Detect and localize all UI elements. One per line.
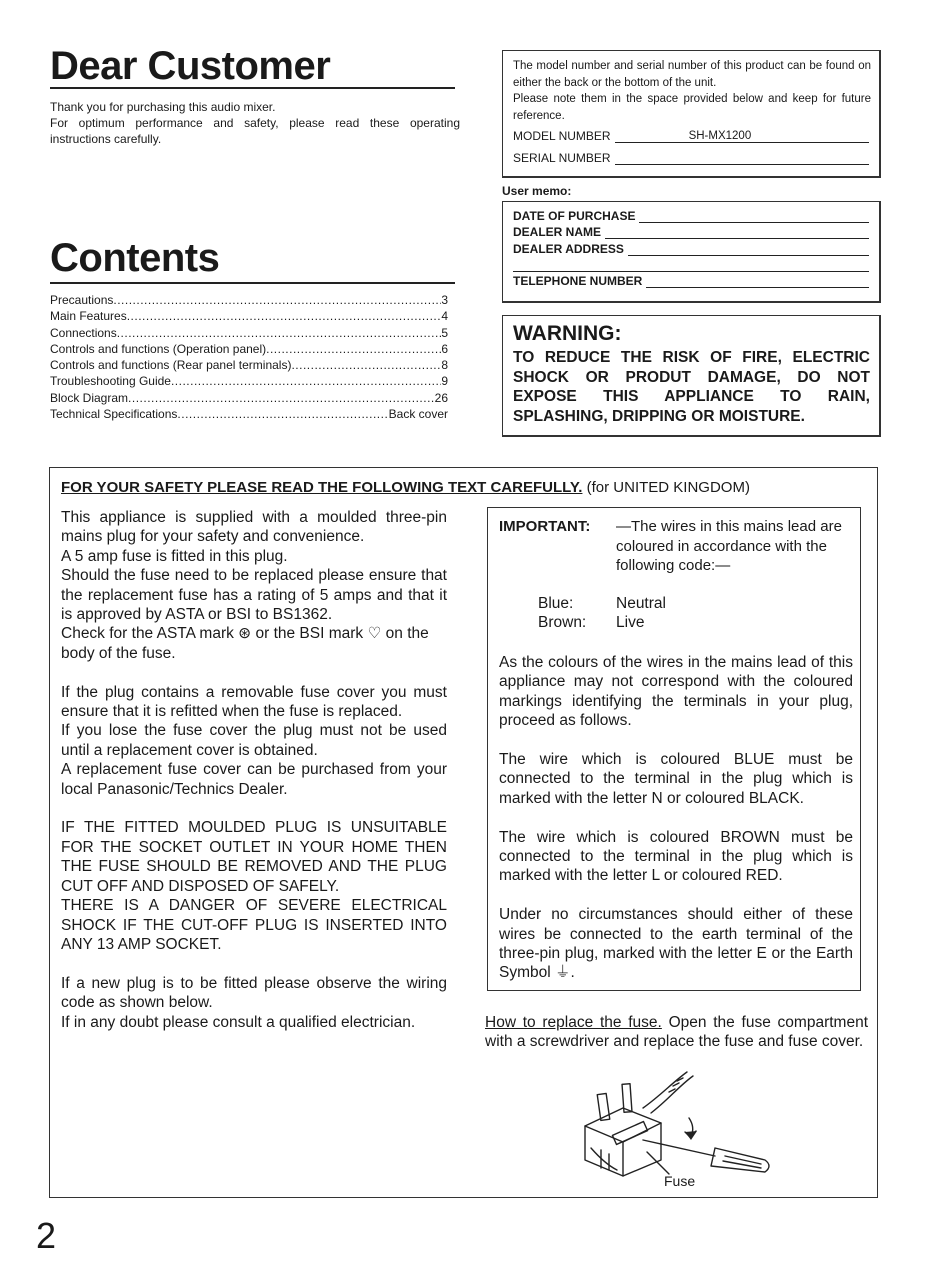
toc-entry-label: Technical Specifications bbox=[50, 407, 178, 422]
date-of-purchase-label: DATE OF PURCHASE bbox=[513, 209, 636, 223]
toc-entry-label: Controls and functions (Rear panel terminals) bbox=[50, 358, 292, 373]
dealer-name-label: DEALER NAME bbox=[513, 225, 602, 239]
bsi-mark-icon: ♡ bbox=[367, 625, 382, 643]
earth-terminal-rule bbox=[499, 905, 853, 983]
toc-leader bbox=[113, 292, 441, 308]
safety-title-region: (for UNITED KINGDOM) bbox=[582, 479, 750, 496]
contents-rule bbox=[50, 282, 455, 284]
toc-entry-label: Connections bbox=[50, 325, 117, 340]
shock-danger-warning: THERE IS A DANGER OF SEVERE ELECTRICAL SHOCK IF THE CUT-OFF PLUG IS INSERTED INTO ANY 13 AMP SOCKET. bbox=[61, 897, 447, 953]
toc-entry[interactable] bbox=[50, 390, 448, 406]
plug-intro: This appliance is supplied with a moulded three-pin mains plug for your safety and convenience. bbox=[61, 509, 447, 546]
contents-heading: Contents bbox=[50, 236, 220, 280]
earth-symbol-icon: ⏚ bbox=[555, 964, 571, 982]
important-text: —The wires in this mains lead are coloured in accordance with the following code:— bbox=[616, 518, 842, 574]
asta-check-text: Check for the ASTA mark bbox=[61, 625, 239, 643]
important-box bbox=[487, 507, 861, 991]
asta-bsi-check bbox=[61, 624, 447, 663]
toc-leader bbox=[171, 373, 441, 389]
date-of-purchase-line bbox=[639, 210, 869, 223]
toc-leader bbox=[177, 406, 388, 422]
colour-mismatch-text: As the colours of the wires in the mains lead of this appliance may not correspond with the coloured markings identifying the terminals in your plug, proceed as follows. bbox=[499, 654, 853, 730]
toc-entry[interactable] bbox=[50, 325, 448, 341]
fuse-replacement-rating: Should the fuse need to be replaced please ensure that the replacement fuse has a rating of 5 amps and that it is approved by ASTA or BSI to BS1362. bbox=[61, 567, 447, 624]
toc-entry-page: 3 bbox=[441, 293, 448, 307]
toc-leader bbox=[127, 308, 442, 324]
important-header bbox=[499, 517, 852, 576]
wire-brown-row bbox=[538, 613, 644, 633]
model-number-value: SH-MX1200 bbox=[688, 130, 752, 142]
toc-leader bbox=[128, 390, 435, 406]
wire-brown-value: Live bbox=[616, 614, 645, 631]
model-box-text-1: The model number and serial number of this product can be found on either the back or the bottom of the unit. bbox=[513, 60, 871, 89]
safety-left-column bbox=[61, 508, 447, 1032]
bsi-check-text: or the BSI mark bbox=[251, 625, 368, 643]
toc-entry[interactable] bbox=[50, 406, 448, 422]
serial-number-field[interactable] bbox=[513, 150, 869, 165]
dealer-name-field[interactable] bbox=[513, 225, 869, 239]
fuse-fitted: A 5 amp fuse is fitted in this plug. bbox=[61, 547, 288, 565]
toc-entry-page: 26 bbox=[434, 390, 448, 405]
toc-entry-page: 4 bbox=[441, 309, 448, 324]
earth-terminal-end: . bbox=[570, 964, 575, 982]
model-box-text-2: Please note them in the space provided below and keep for future reference. bbox=[513, 93, 871, 122]
toc-entry-label: Controls and functions (Operation panel) bbox=[50, 341, 267, 356]
toc-entry-label: Troubleshooting Guide bbox=[50, 374, 171, 389]
dear-customer-heading: Dear Customer bbox=[50, 44, 331, 88]
wire-blue-value: Neutral bbox=[616, 595, 666, 612]
fuse-body-text: on the body of the fuse. bbox=[61, 625, 429, 662]
wire-blue-label: Blue: bbox=[538, 595, 574, 612]
dealer-address-extra-line bbox=[513, 271, 869, 272]
toc-entry[interactable] bbox=[50, 341, 448, 357]
model-number-box bbox=[502, 50, 881, 178]
telephone-number-line bbox=[646, 275, 869, 288]
wire-blue-row bbox=[538, 594, 666, 614]
heading-rule bbox=[50, 87, 455, 89]
serial-number-line bbox=[615, 150, 869, 165]
user-memo-box bbox=[502, 201, 881, 303]
safety-title-bold: FOR YOUR SAFETY PLEASE READ THE FOLLOWING TEXT CAREFULLY. bbox=[61, 479, 583, 496]
serial-number-label: SERIAL NUMBER bbox=[513, 151, 611, 165]
toc-leader bbox=[266, 341, 441, 357]
blue-wire-rule: The wire which is coloured BLUE must be connected to the terminal in the plug which is marked with the letter N or coloured BLACK. bbox=[499, 751, 853, 807]
toc-entry[interactable] bbox=[50, 308, 448, 324]
warning-box bbox=[502, 315, 881, 437]
toc-entry-page: 9 bbox=[441, 374, 448, 389]
fuse-label: Fuse bbox=[664, 1173, 696, 1189]
model-number-line bbox=[615, 128, 869, 143]
new-plug-wiring: If a new plug is to be fitted please observe the wiring code as shown below. bbox=[61, 974, 447, 1012]
dealer-address-line bbox=[628, 243, 869, 256]
toc-leader bbox=[117, 325, 442, 341]
fuse-replace-heading: How to replace the fuse. bbox=[485, 1014, 662, 1031]
fuse-replace-instructions bbox=[485, 1013, 868, 1052]
fuse-cover-purchase: A replacement fuse cover can be purchased from your local Panasonic/Technics Dealer. bbox=[61, 761, 447, 798]
toc-entry[interactable] bbox=[50, 373, 448, 389]
dealer-address-field[interactable] bbox=[513, 242, 869, 256]
toc-entry-label: Main Features bbox=[50, 309, 127, 324]
toc-entry[interactable] bbox=[50, 357, 448, 373]
page-number: 2 bbox=[36, 1215, 57, 1256]
intro-line-2: For optimum performance and safety, please read these operating instructions carefully. bbox=[50, 116, 460, 146]
toc-entry-page: 5 bbox=[441, 325, 448, 340]
model-number-label: MODEL NUMBER bbox=[513, 129, 611, 143]
model-number-field[interactable] bbox=[513, 128, 869, 143]
important-label: IMPORTANT: bbox=[499, 518, 591, 535]
earth-terminal-text: Under no circumstances should either of these wires be connected to the earth terminal of the three-pin plug, marked with the letter E or the Earth Symbol bbox=[499, 906, 853, 982]
dealer-address-label: DEALER ADDRESS bbox=[513, 242, 624, 256]
safety-title bbox=[61, 479, 750, 496]
toc-entry-page: 8 bbox=[441, 358, 448, 373]
date-of-purchase-field[interactable] bbox=[513, 209, 869, 223]
telephone-number-field[interactable] bbox=[513, 274, 869, 288]
intro-text bbox=[50, 99, 460, 147]
warning-text: TO REDUCE THE RISK OF FIRE, ELECTRIC SHOCK OR PRODUT DAMAGE, DO NOT EXPOSE THIS APPLIANCE TO RAIN, SPLASHING, DRIPPING OR MOISTURE. bbox=[513, 349, 870, 425]
consult-electrician: If in any doubt please consult a qualified electrician. bbox=[61, 1013, 416, 1031]
warning-title: WARNING: bbox=[513, 322, 622, 345]
fuse-replace-text: Open the fuse compartment with a screwdriver and replace the fuse and fuse cover. bbox=[485, 1014, 868, 1051]
telephone-number-label: TELEPHONE NUMBER bbox=[513, 274, 643, 288]
dealer-name-line bbox=[605, 226, 869, 239]
toc-entry-page: Back cover bbox=[388, 407, 448, 422]
unsuitable-plug-warning: IF THE FITTED MOULDED PLUG IS UNSUITABLE FOR THE SOCKET OUTLET IN YOUR HOME THEN THE FUSE SHOULD BE REMOVED AND THE PLUG CUT OFF AND DISPOSED OF SAFELY. bbox=[61, 819, 447, 895]
user-memo-label: User memo: bbox=[502, 184, 572, 198]
brown-wire-rule: The wire which is coloured BROWN must be connected to the terminal in the plug which is marked with the letter L or coloured RED. bbox=[499, 828, 853, 885]
toc-entry-label: Precautions bbox=[50, 293, 114, 307]
important-body bbox=[499, 653, 853, 983]
toc-leader bbox=[291, 357, 441, 373]
toc-entry[interactable] bbox=[50, 292, 448, 308]
fuse-cover-refit: If the plug contains a removable fuse cover you must ensure that it is refitted when the fuse is replaced. bbox=[61, 683, 447, 721]
intro-line-1: Thank you for purchasing this audio mixer. bbox=[50, 100, 276, 114]
table-of-contents bbox=[50, 292, 448, 422]
toc-entry-page: 6 bbox=[441, 341, 448, 356]
fuse-cover-lost: If you lose the fuse cover the plug must not be used until a replacement cover is obtained. bbox=[61, 722, 447, 759]
toc-entry-label: Block Diagram bbox=[50, 390, 129, 405]
wire-brown-label: Brown: bbox=[538, 614, 587, 631]
asta-mark-icon: ⊛ bbox=[238, 625, 252, 643]
